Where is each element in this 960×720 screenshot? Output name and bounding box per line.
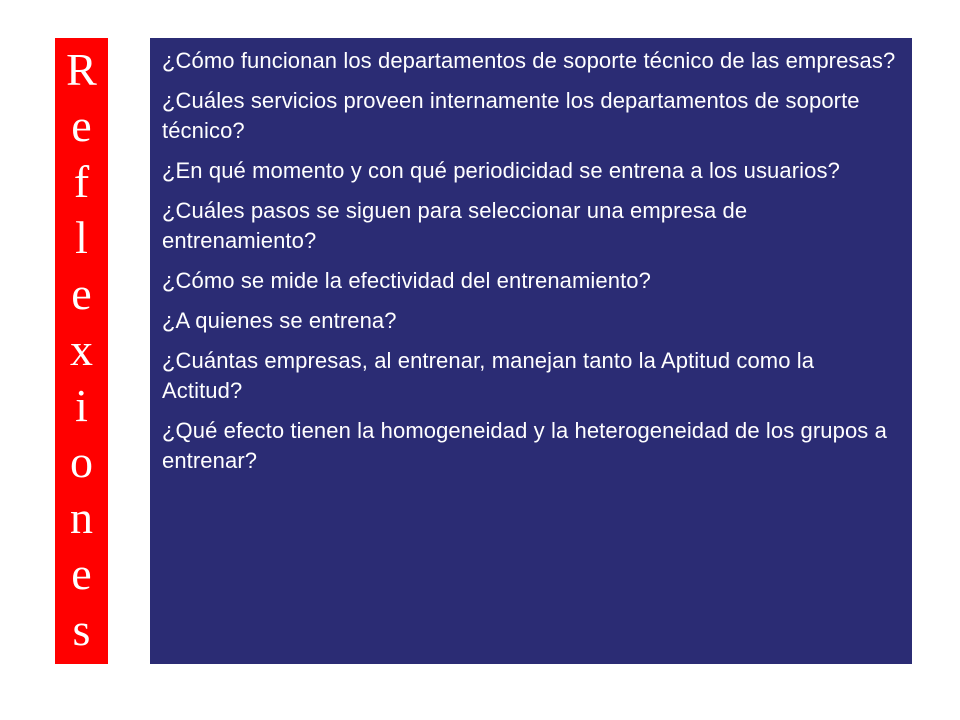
question-item: ¿Qué efecto tienen la homogeneidad y la heterogeneidad de los grupos a entrenar?	[162, 418, 887, 473]
question-item: ¿Cuántas empresas, al entrenar, manejan tanto la Aptitud como la Actitud?	[162, 348, 815, 403]
title-letter: e	[71, 100, 92, 151]
title-letter: e	[71, 268, 92, 319]
title-letter: x	[70, 324, 93, 375]
question-item: ¿Cuáles servicios proveen internamente los departamentos de soporte técnico?	[162, 88, 860, 143]
question-item: ¿En qué momento y con qué periodicidad se entrena a los usuarios?	[162, 158, 840, 183]
question-item: ¿A quienes se entrena?	[162, 308, 397, 333]
question-item: ¿Cómo funcionan los departamentos de soporte técnico de las empresas?	[162, 48, 896, 73]
title-letter: n	[70, 492, 93, 543]
question-item: ¿Cómo se mide la efectividad del entrenamiento?	[162, 268, 651, 293]
vertical-title-banner	[55, 38, 108, 664]
title-letter: f	[73, 156, 90, 207]
title-letter: i	[75, 380, 88, 431]
questions-panel	[150, 38, 912, 664]
title-letter: e	[71, 548, 92, 599]
title-letter: R	[66, 44, 97, 95]
title-letter: l	[75, 212, 88, 263]
title-letter: s	[72, 604, 91, 655]
title-letter: o	[70, 436, 93, 487]
question-item: ¿Cuáles pasos se siguen para seleccionar una empresa de entrenamiento?	[162, 198, 748, 253]
question-list	[162, 46, 898, 476]
